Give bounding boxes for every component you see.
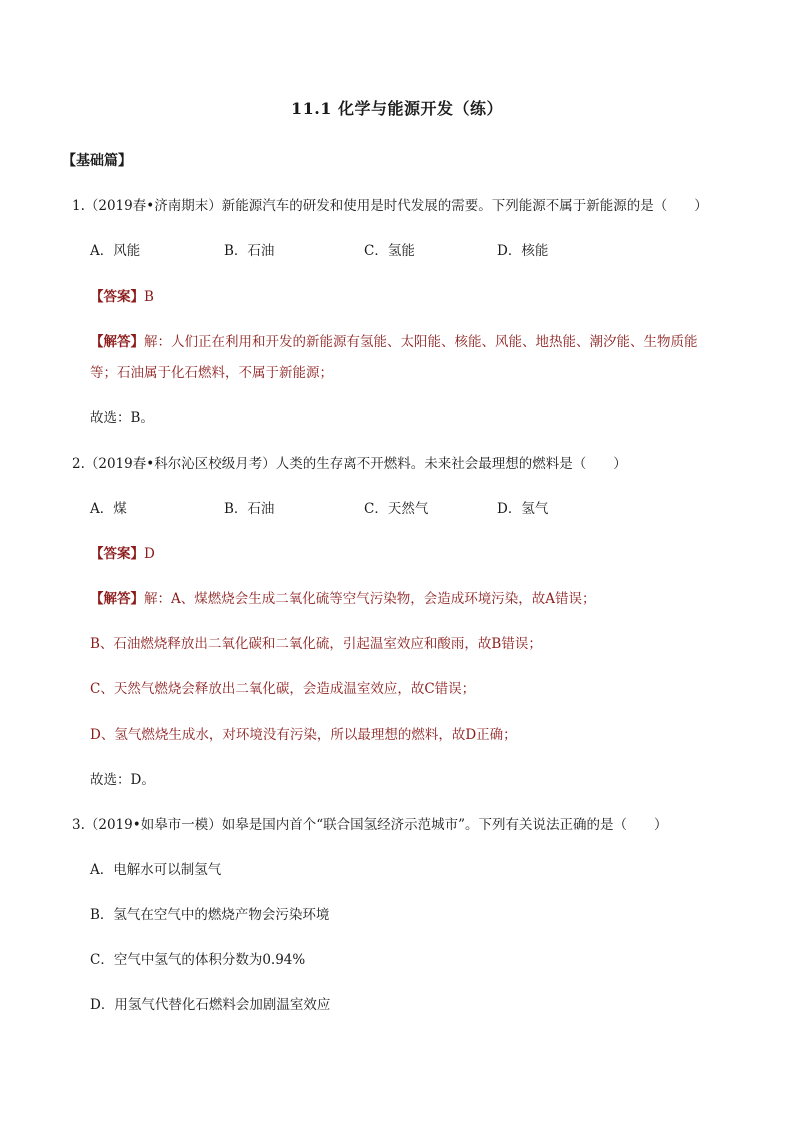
question-2-analysis-line-3 xyxy=(90,680,475,698)
analysis-label: 【解答】 xyxy=(90,334,144,350)
question-2-stem: 2.（2019春•科尔沁区校级月考）人类的生存离不开燃料。未来社会最理想的燃料是（ ） xyxy=(72,456,627,472)
q3-option-a: A．电解水可以制氢气 xyxy=(90,862,222,878)
question-1-answer xyxy=(90,288,154,306)
q1-option-c: C．氢能 xyxy=(364,243,415,259)
analysis-text: 等；石油属于化石燃料，不属于新能源； xyxy=(90,365,333,381)
analysis-text: D、氢气燃烧生成水，对环境没有污染，所以最理想的燃料，故D正确； xyxy=(90,727,517,743)
analysis-label: 【解答】 xyxy=(90,591,144,607)
question-2-analysis-line-2 xyxy=(90,635,542,653)
q2-option-c: C．天然气 xyxy=(364,501,429,517)
q1-option-d: D．核能 xyxy=(497,243,549,259)
analysis-text: B、石油燃烧释放出二氧化碳和二氧化硫，引起温室效应和酸雨，故B错误； xyxy=(90,636,542,652)
q1-option-b: B．石油 xyxy=(224,243,275,259)
q3-option-d: D．用氢气代替化石燃料会加剧温室效应 xyxy=(90,997,331,1013)
question-1-stem: 1.（2019春•济南期末）新能源汽车的研发和使用是时代发展的需要。下列能源不属于新能源的是（ ） xyxy=(72,198,708,214)
question-2-answer xyxy=(90,545,155,563)
question-2-analysis-line-1 xyxy=(90,590,596,608)
answer-label: 【答案】 xyxy=(90,289,144,305)
answer-value: D xyxy=(144,546,155,562)
question-1-analysis-line-1 xyxy=(90,333,698,351)
q3-option-b: B．氢气在空气中的燃烧产物会污染环境 xyxy=(90,907,330,923)
answer-value: B xyxy=(144,289,154,305)
question-2-analysis-line-4 xyxy=(90,726,517,744)
analysis-text: 解：A、煤燃烧会生成二氧化硫等空气污染物，会造成环境污染，故A错误； xyxy=(144,591,596,607)
question-1-analysis-line-2 xyxy=(90,364,333,382)
analysis-text: C、天然气燃烧会释放出二氧化碳，会造成温室效应，故C错误； xyxy=(90,681,476,697)
q3-option-c: C．空气中氢气的体积分数为0.94% xyxy=(90,952,306,968)
analysis-text: 解：人们正在利用和开发的新能源有氢能、太阳能、核能、风能、地热能、潮汐能、生物质能 xyxy=(144,334,698,350)
answer-label: 【答案】 xyxy=(90,546,144,562)
section-heading: 【基础篇】 xyxy=(62,153,132,169)
page-title: 11.1 化学与能源开发（练） xyxy=(290,99,504,118)
q2-option-b: B．石油 xyxy=(224,501,275,517)
q2-option-d: D．氢气 xyxy=(497,501,549,517)
question-1-conclusion: 故选：B。 xyxy=(90,410,154,426)
question-2-conclusion: 故选：D。 xyxy=(90,772,155,788)
q1-option-a: A．风能 xyxy=(90,243,141,259)
question-3-stem: 3.（2019•如皋市一模）如皋是国内首个“联合国氢经济示范城市”。下列有关说法正确的是（ ） xyxy=(72,817,668,833)
q2-option-a: A．煤 xyxy=(90,501,127,517)
